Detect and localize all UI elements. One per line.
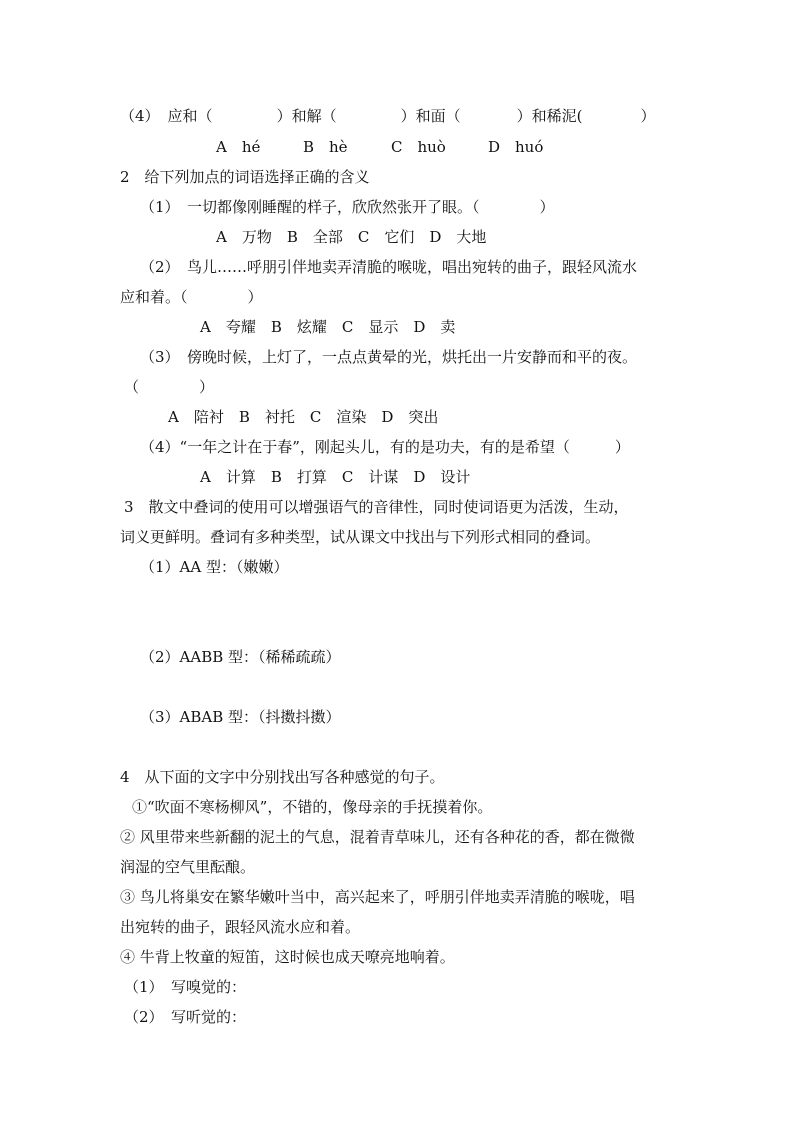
q4-sentence4: ④ 牛背上牧童的短笛，这时候也成天嘹亮地响着。	[120, 948, 455, 966]
q1-item4-word2: ）和解（	[276, 107, 337, 125]
q2-title: 2 给下列加点的词语选择正确的含义	[120, 168, 370, 186]
q1-option-b: B hè	[303, 138, 348, 156]
q2-item1-text: （1） 一切都像刚睡醒的样子，欣欣然张开了眼。（ ）	[140, 198, 555, 216]
q4-title: 4 从下面的文字中分别找出写各种感觉的句子。	[120, 768, 445, 786]
q1-option-a: A hé	[216, 138, 261, 156]
q4-sentence3-line2: 出宛转的曲子，跟轻风流水应和着。	[120, 918, 361, 936]
q1-item4-word1: 应和（	[167, 107, 213, 125]
q1-option-d: D huó	[488, 138, 544, 156]
q2-item3-text: （3） 傍晚时候，上灯了，一点点黄晕的光，烘托出一片安静而和平的夜。	[140, 348, 638, 366]
q1-item4-word4: ）和稀泥(	[516, 107, 583, 125]
q2-item1-options: A 万物 B 全部 C 它们 D 大地	[216, 228, 487, 246]
q3-line1: 3 散文中叠词的使用可以增强语气的音律性，同时使词语更为活泼，生动，	[124, 498, 629, 516]
q3-abab: （3）ABAB 型：（抖擞抖擞）	[140, 708, 341, 726]
q2-item4-options: A 计算 B 打算 C 计谋 D 设计	[200, 468, 471, 486]
q2-item2-text: （2） 鸟儿……呼朋引伴地卖弄清脆的喉咙，唱出宛转的曲子，跟轻风流水	[140, 258, 638, 276]
q4-sentence2-line2: 润湿的空气里酝酿。	[120, 858, 256, 876]
q1-option-c: C huò	[391, 138, 446, 156]
q2-item2-text2: 应和着。（ ）	[120, 288, 263, 306]
q3-aa: （1）AA 型：（嫩嫩）	[140, 558, 289, 576]
q3-line2: 词义更鲜明。叠词有多种类型，试从课文中找出与下列形式相同的叠词。	[120, 528, 601, 546]
q2-item2-options: A 夸耀 B 炫耀 C 显示 D 卖	[200, 318, 456, 336]
q4-answer-smell: （1） 写嗅觉的：	[124, 978, 247, 996]
q2-item4-text: （4）“一年之计在于春”，刚起头儿，有的是功夫，有的是希望（ ）	[140, 438, 630, 456]
q1-item4-word3: ）和面（	[400, 107, 461, 125]
q4-sentence2-line1: ② 风里带来些新翻的泥土的气息，混着青草味儿，还有各种花的香，都在微微	[120, 828, 635, 846]
q2-item3-options: A 陪衬 B 衬托 C 渲染 D 突出	[168, 408, 439, 426]
q4-sentence3-line1: ③ 鸟儿将巢安在繁华嫩叶当中，高兴起来了，呼朋引伴地卖弄清脆的喉咙，唱	[120, 888, 635, 906]
q1-item4-end: ）	[640, 107, 656, 125]
q1-item4-line	[120, 106, 655, 126]
q1-item4-label: （4）	[120, 107, 160, 125]
q4-sentence1: ①“吹面不寒杨柳风”，不错的，像母亲的手抚摸着你。	[132, 798, 493, 816]
q3-aabb: （2）AABB 型：（稀稀疏疏）	[140, 648, 341, 666]
q4-answer-hearing: （2） 写听觉的：	[124, 1008, 247, 1026]
q2-item3-text2: （ ）	[124, 378, 215, 396]
